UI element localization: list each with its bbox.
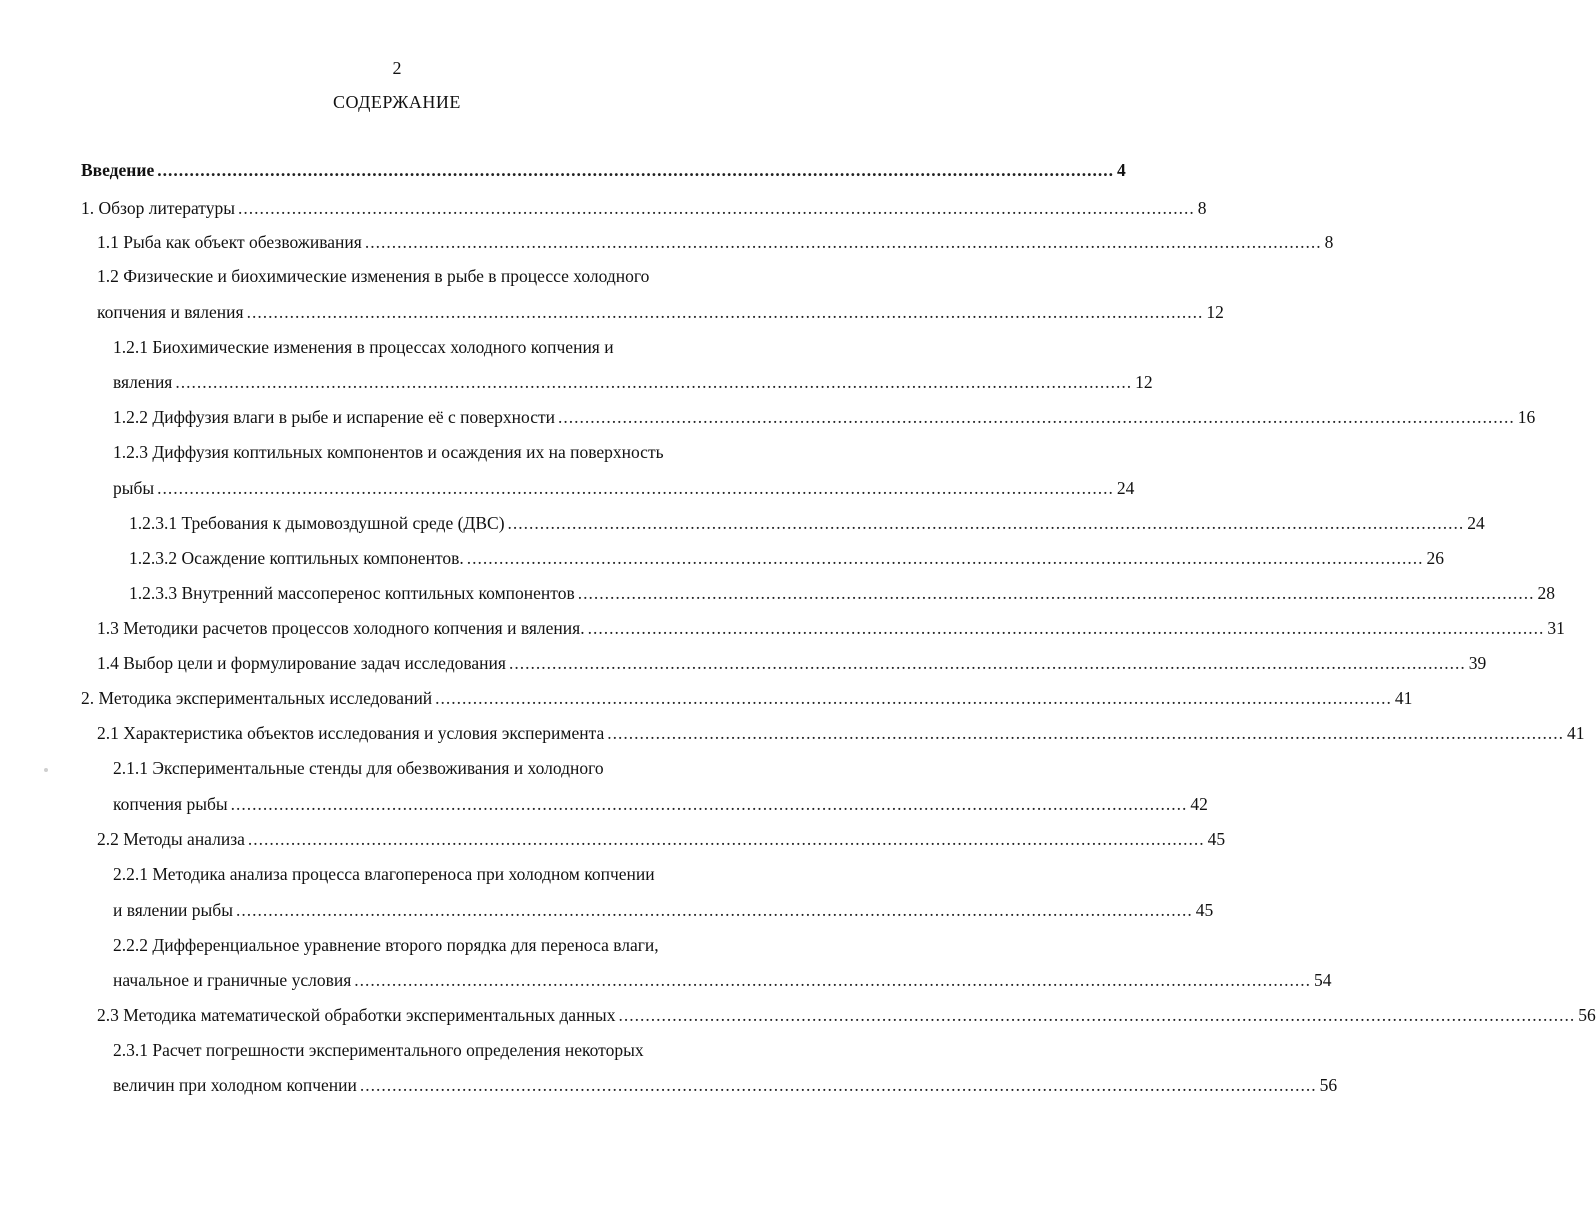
dot-leader: .................................................................................................................................................................................. — [157, 478, 1114, 498]
toc-entry[interactable] — [113, 792, 1208, 816]
toc-entry-page: 56 — [1578, 1005, 1596, 1025]
toc-entry-title-continued: величин при холодном копчении — [113, 1075, 357, 1095]
dot-leader: .................................................................................................................................................................................. — [577, 583, 1535, 603]
page-number: 2 — [392, 58, 402, 78]
dot-leader: .................................................................................................................................................................................. — [508, 653, 1466, 673]
toc-entry-title: 1.1 Рыба как объект обезвоживания — [97, 232, 362, 252]
dot-leader: .................................................................................................................................................................................. — [230, 794, 1188, 814]
toc-entry-page: 39 — [1468, 653, 1487, 673]
scan-speck — [44, 768, 48, 772]
toc-entry[interactable] — [97, 1003, 1596, 1027]
toc-entry-title-continued: вяления — [113, 372, 173, 392]
dot-leader: .................................................................................................................................................................................. — [237, 198, 1195, 218]
toc-entry-title-continued: и вялении рыбы — [113, 900, 233, 920]
toc-entry-title: 2.2 Методы анализа — [97, 829, 245, 849]
dot-leader: .................................................................................................................................................................................. — [618, 1005, 1576, 1025]
toc-entry[interactable] — [113, 898, 1214, 922]
toc-entry-title: Введение — [81, 160, 155, 180]
dot-leader: .................................................................................................................................................................................. — [466, 548, 1424, 568]
toc-entry-title: 1.2.2 Диффузия влаги в рыбе и испарение её с поверхности — [113, 407, 556, 427]
toc-entry-page: 16 — [1517, 407, 1536, 427]
toc-entry-title: 2.1 Характеристика объектов исследования и условия эксперимента — [97, 723, 605, 743]
dot-leader: .................................................................................................................................................................................. — [507, 513, 1465, 533]
dot-leader: .................................................................................................................................................................................. — [435, 688, 1392, 708]
toc-entry-page: 4 — [1116, 160, 1126, 180]
toc-entry-title: 1. Обзор литературы — [81, 198, 235, 218]
toc-entry-page: 24 — [1467, 513, 1485, 533]
toc-entry[interactable] — [113, 968, 1332, 992]
toc-entry-page: 26 — [1426, 548, 1444, 568]
page-title: СОДЕРЖАНИЕ — [333, 92, 461, 112]
toc-entry[interactable] — [129, 581, 1555, 605]
toc-entry-page: 31 — [1547, 618, 1565, 638]
toc-entry-page: 8 — [1197, 198, 1207, 218]
toc-entry-page: 12 — [1206, 302, 1224, 322]
toc-entry-title-continued: копчения и вяления — [97, 302, 244, 322]
toc-entry-page: 12 — [1135, 372, 1153, 392]
toc-entry-title-continued: копчения рыбы — [113, 794, 228, 814]
toc-entry[interactable] — [97, 300, 1224, 324]
toc-entry[interactable] — [113, 370, 1153, 394]
toc-entry-title-continued: начальное и граничные условия — [113, 970, 352, 990]
toc-entry[interactable] — [97, 616, 1565, 640]
toc-entry-title: 1.3 Методики расчетов процессов холодного копчения и вяления. — [97, 618, 585, 638]
dot-leader: .................................................................................................................................................................................. — [354, 970, 1311, 990]
toc-entry-page: 45 — [1195, 900, 1214, 920]
toc-entry[interactable] — [81, 196, 1207, 220]
dot-leader: .................................................................................................................................................................................. — [235, 900, 1193, 920]
dot-leader: .................................................................................................................................................................................. — [607, 723, 1564, 743]
toc-entry-title[interactable]: 1.2 Физические и биохимические изменения в рыбе в процессе холодного — [97, 266, 650, 286]
toc-entry-page: 8 — [1324, 232, 1334, 252]
toc-entry-page: 28 — [1537, 583, 1555, 603]
dot-leader: .................................................................................................................................................................................. — [247, 829, 1205, 849]
dot-leader: .................................................................................................................................................................................. — [364, 232, 1322, 252]
dot-leader: .................................................................................................................................................................................. — [246, 302, 1204, 322]
toc-entry-title[interactable]: 2.2.1 Методика анализа процесса влагопереноса при холодном копчении — [113, 864, 655, 884]
toc-entry[interactable] — [81, 686, 1413, 710]
toc-entry-page: 42 — [1190, 794, 1208, 814]
dot-leader: .................................................................................................................................................................................. — [587, 618, 1545, 638]
toc-entry[interactable] — [129, 546, 1444, 570]
toc-entry[interactable] — [97, 721, 1585, 745]
toc-entry-title: 1.2.3.3 Внутренний массоперенос коптильных компонентов — [129, 583, 575, 603]
toc-entry[interactable] — [113, 476, 1135, 500]
dot-leader: .................................................................................................................................................................................. — [359, 1075, 1317, 1095]
toc-entry-page: 45 — [1207, 829, 1226, 849]
toc-entry-title: 2.3 Методика математической обработки экспериментальных данных — [97, 1005, 616, 1025]
dot-leader: .................................................................................................................................................................................. — [175, 372, 1133, 392]
toc-entry[interactable] — [97, 827, 1226, 851]
toc-entry-title: 1.4 Выбор цели и формулирование задач исследования — [97, 653, 506, 673]
toc-entry-title[interactable]: 2.1.1 Экспериментальные стенды для обезвоживания и холодного — [113, 758, 604, 778]
toc-entry-title: 1.2.3.2 Осаждение коптильных компонентов. — [129, 548, 464, 568]
toc-entry-page: 56 — [1319, 1075, 1338, 1095]
toc-entry[interactable] — [113, 1073, 1338, 1097]
toc-entry-page: 41 — [1394, 688, 1413, 708]
toc-entry[interactable] — [113, 405, 1536, 429]
toc-entry-title: 1.2.3.1 Требования к дымовоздушной среде (ДВС) — [129, 513, 505, 533]
toc-entry-page: 54 — [1314, 970, 1332, 990]
toc-entry[interactable] — [97, 230, 1334, 254]
toc-entry[interactable] — [129, 511, 1485, 535]
toc-entry-page: 24 — [1116, 478, 1135, 498]
dot-leader: .................................................................................................................................................................................. — [558, 407, 1515, 427]
toc-entry-title: 2. Методика экспериментальных исследований — [81, 688, 433, 708]
toc-entry[interactable] — [97, 651, 1487, 675]
toc-entry[interactable] — [81, 158, 1126, 182]
dot-leader: .................................................................................................................................................................................. — [157, 160, 1114, 180]
toc-entry-title[interactable]: 2.2.2 Дифференциальное уравнение второго порядка для переноса влаги, — [113, 935, 659, 955]
toc-entry-title-continued: рыбы — [113, 478, 155, 498]
toc-entry-title[interactable]: 1.2.1 Биохимические изменения в процессах холодного копчения и — [113, 337, 614, 357]
toc-entry-title[interactable]: 2.3.1 Расчет погрешности экспериментального определения некоторых — [113, 1040, 644, 1060]
toc-entry-title[interactable]: 1.2.3 Диффузия коптильных компонентов и осаждения их на поверхность — [113, 442, 664, 462]
toc-entry-page: 41 — [1567, 723, 1585, 743]
